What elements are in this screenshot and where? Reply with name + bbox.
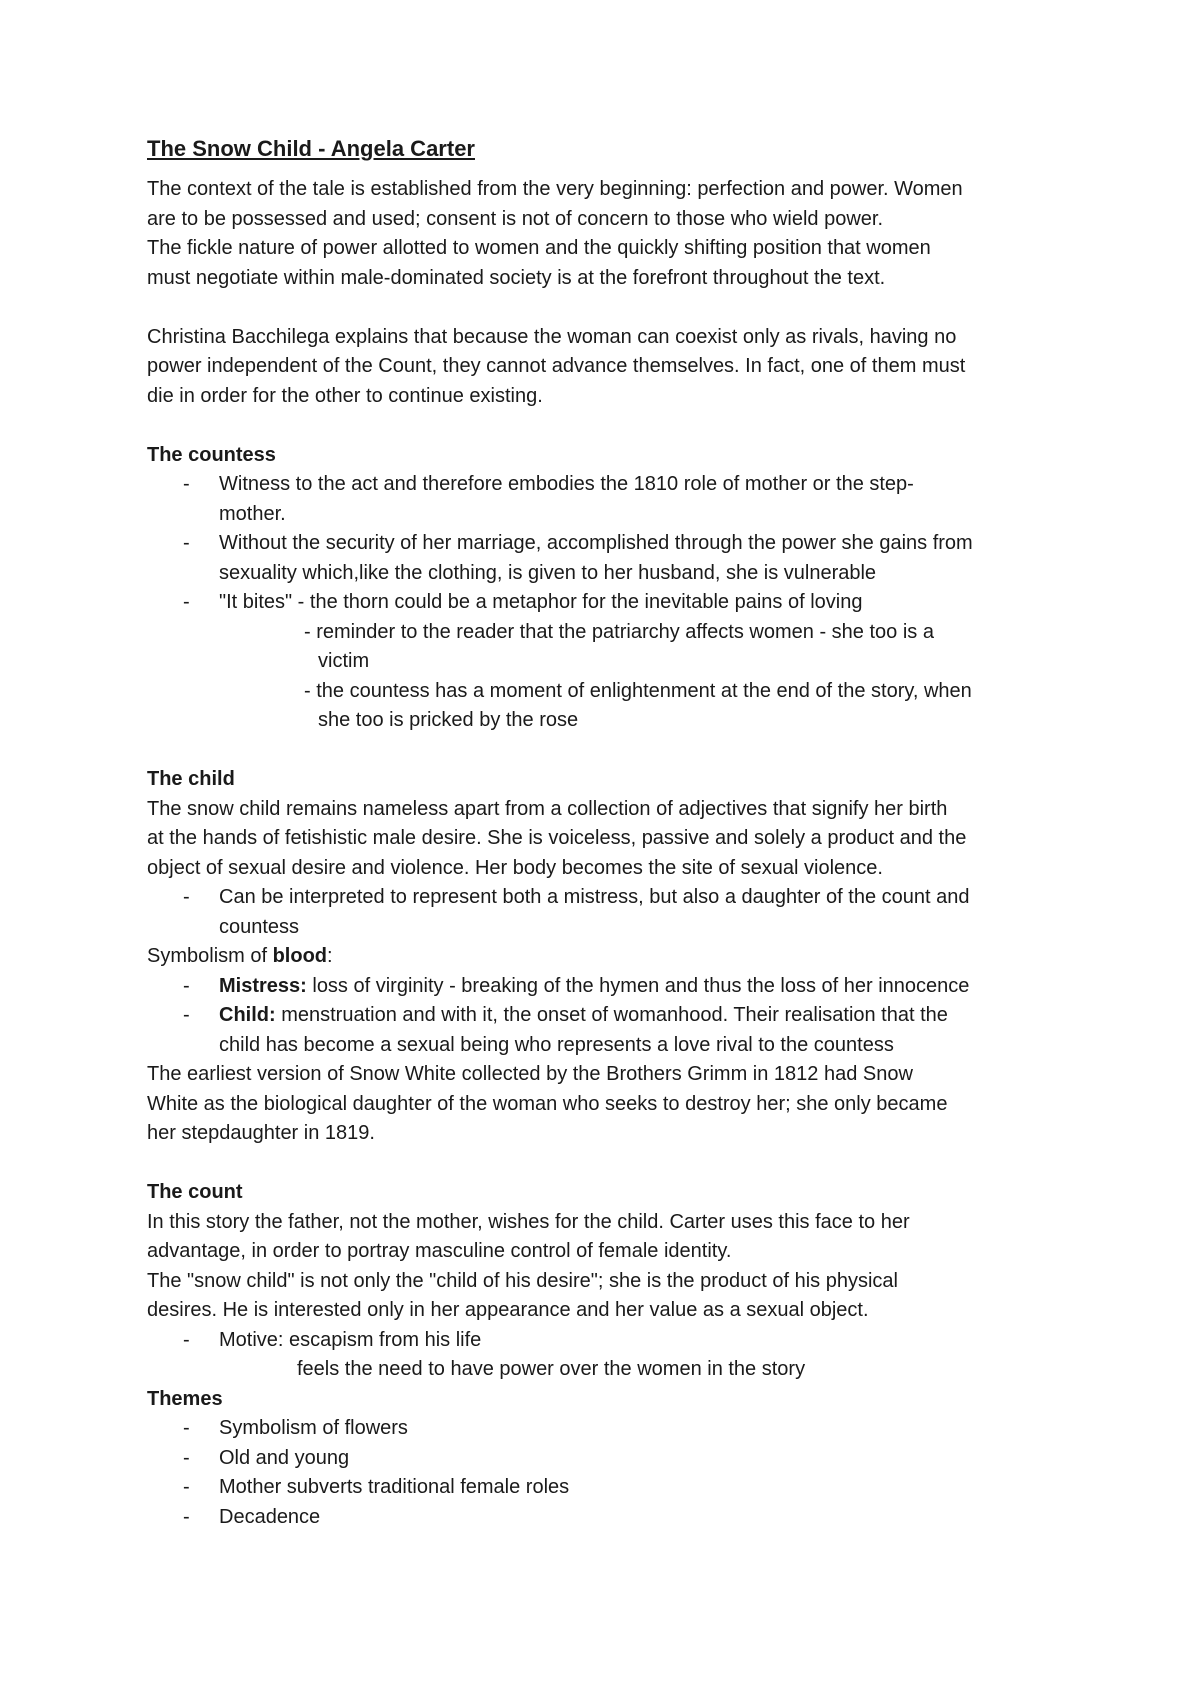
list-item: - Decadence (147, 1503, 1077, 1533)
list-dash: - (183, 886, 190, 908)
list-dash: - (183, 532, 190, 554)
list-item: - Without the security of her marriage, accomplished through the power she gains from (147, 529, 1077, 559)
list-dash: - (183, 591, 190, 613)
section-heading-themes: Themes (147, 1387, 223, 1410)
paragraph-line: The "snow child" is not only the "child of his desire"; she is the product of his physical (147, 1269, 898, 1292)
paragraph-line: The snow child remains nameless apart from a collection of adjectives that signify her birth (147, 797, 948, 820)
list-dash: - (183, 1417, 190, 1439)
paragraph-line: at the hands of fetishistic male desire. She is voiceless, passive and solely a product and the (147, 827, 967, 849)
paragraph-line: her stepdaughter in 1819. (147, 1122, 375, 1144)
list-item: - Mistress: loss of virginity - breaking of the hymen and thus the loss of her innocence (147, 972, 1077, 1002)
paragraph-line: advantage, in order to portray masculine control of female identity. (147, 1240, 732, 1262)
list-item-continuation: mother. (219, 502, 286, 525)
paragraph-line: must negotiate within male-dominated society is at the forefront throughout the text. (147, 266, 886, 289)
list-dash: - (183, 974, 190, 997)
list-dash: - (183, 1004, 190, 1026)
paragraph-line: are to be possessed and used; consent is not of concern to those who wield power. (147, 207, 884, 230)
paragraph-line: object of sexual desire and violence. Her body becomes the site of sexual violence. (147, 856, 883, 879)
list-dash: - (183, 1476, 190, 1498)
list-item-continuation: feels the need to have power over the women in the story (297, 1358, 806, 1380)
section-heading-count: The count (147, 1181, 243, 1203)
section-heading-child: The child (147, 768, 235, 790)
list-item: - Witness to the act and therefore embodies the 1810 role of mother or the step- (147, 470, 1077, 500)
paragraph-line: The earliest version of Snow White collected by the Brothers Grimm in 1812 had Snow (147, 1063, 913, 1085)
list-dash: - (183, 1446, 190, 1469)
list-item: - Can be interpreted to represent both a mistress, but also a daughter of the count and (147, 883, 1077, 913)
paragraph-line: The context of the tale is established from the very beginning: perfection and power. Women (147, 178, 963, 200)
list-item: - Old and young (147, 1444, 1077, 1474)
paragraph-line: The fickle nature of power allotted to women and the quickly shifting position that women (147, 237, 931, 259)
document-page (147, 134, 1077, 1532)
sub-item: - the countess has a moment of enlightenment at the end of the story, when (304, 679, 972, 702)
list-item: - Child: menstruation and with it, the onset of womanhood. Their realisation that the (147, 1001, 1077, 1031)
sub-item: - reminder to the reader that the patriarchy affects women - she too is a (304, 620, 934, 643)
list-item: - Symbolism of flowers (147, 1414, 1077, 1444)
paragraph-line: die in order for the other to continue existing. (147, 384, 543, 407)
paragraph-line: desires. He is interested only in her appearance and her value as a sexual object. (147, 1299, 869, 1321)
list-item: - "It bites" - the thorn could be a metaphor for the inevitable pains of loving (147, 588, 1077, 618)
paragraph-line: Christina Bacchilega explains that because the woman can coexist only as rivals, having no (147, 325, 957, 348)
paragraph-line: power independent of the Count, they cannot advance themselves. In fact, one of them must (147, 355, 966, 377)
symbolism-line: Symbolism of blood: (147, 945, 333, 967)
list-item-continuation: child has become a sexual being who represents a love rival to the countess (219, 1033, 894, 1056)
sub-item-continuation: she too is pricked by the rose (318, 709, 579, 731)
sub-item-continuation: victim (318, 650, 370, 672)
paragraph-line: In this story the father, not the mother, wishes for the child. Carter uses this face to her (147, 1210, 910, 1233)
list-dash: - (183, 1505, 190, 1528)
list-item: - Mother subverts traditional female roles (147, 1473, 1077, 1503)
page-title: The Snow Child - Angela Carter (147, 136, 475, 161)
list-dash: - (183, 1328, 190, 1351)
list-item-continuation: sexuality which,like the clothing, is given to her husband, she is vulnerable (219, 561, 877, 584)
list-item: - Motive: escapism from his life (147, 1326, 1077, 1356)
list-item-continuation: countess (219, 915, 300, 938)
paragraph-line: White as the biological daughter of the woman who seeks to destroy her; she only became (147, 1092, 948, 1115)
section-heading-countess: The countess (147, 443, 276, 466)
list-dash: - (183, 473, 190, 495)
